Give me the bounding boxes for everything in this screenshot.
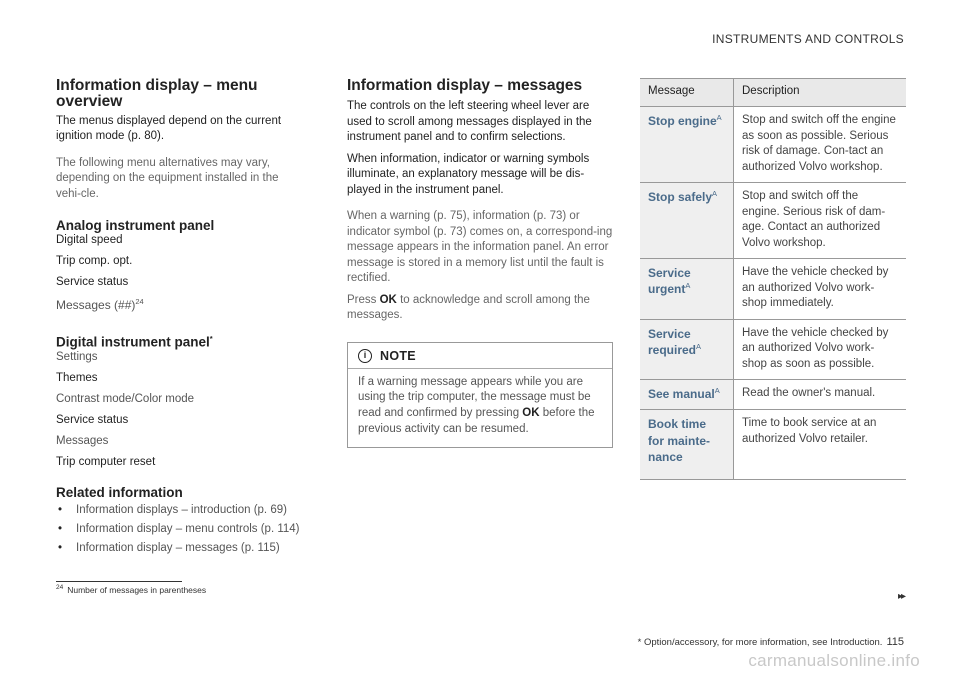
description-cell: Have the vehicle checked by an authorized Volvo work-shop as soon as possible. <box>734 319 907 380</box>
watermark: carmanualsonline.info <box>748 651 920 670</box>
table-row <box>640 107 906 183</box>
footnote <box>56 584 206 595</box>
menu-item: Contrast mode/Color mode <box>56 392 195 405</box>
ok-key-label: OK <box>379 293 397 306</box>
related-link[interactable] <box>56 542 302 554</box>
related-link-text: Information displays – introduction (p. 69) <box>76 503 287 516</box>
message-text: Service required <box>648 326 697 357</box>
related-list <box>56 504 302 554</box>
message-cell <box>640 319 734 380</box>
menu-note: The following menu alternatives may vary, depending on the equipment installed in the vehi-cle. <box>56 156 279 200</box>
column-header-description: Description <box>734 79 907 107</box>
bullet-icon: • <box>58 503 63 516</box>
menu-item: Service status <box>56 413 129 426</box>
analog-heading: Analog instrument panel <box>56 218 215 234</box>
superscript: A <box>685 281 691 291</box>
messages-label: Messages (##) <box>56 298 136 313</box>
footnote-divider <box>56 581 182 582</box>
next-page-arrows-icon: ▸▸ <box>897 591 904 602</box>
related-link[interactable] <box>56 523 302 535</box>
para-text: to acknowledge and scroll among the messages. <box>347 293 590 322</box>
footer-text: * Option/accessory, for more information, see Introduction. <box>637 637 883 648</box>
messages-para-2: When information, indicator or warning symbols illuminate, an explanatory message will be dis-played in the instrument panel. <box>347 152 590 196</box>
message-text: Service urgent <box>648 266 691 297</box>
messages-para-3: When a warning (p. 75), information (p. 73) or indicator symbol (p. 73) comes on, a correspond-ing message appears in the information panel. An error message is stored in a memory list until the fault is rectified. <box>347 210 613 285</box>
footnote-text: Number of messages in parentheses <box>67 584 207 595</box>
analog-menu-list <box>56 234 302 312</box>
right-column <box>640 78 906 480</box>
description-cell: Stop and switch off the engine as soon as possible. Serious risk of damage. Con-tact an authorized Volvo workshop. <box>734 107 907 183</box>
note-box <box>347 342 613 448</box>
note-body <box>348 369 612 447</box>
bullet-icon: • <box>58 522 63 535</box>
message-text: Stop safely <box>648 190 713 205</box>
note-text: If a warning message appears while you are using the trip computer, the message must be read and confirmed by pressing <box>358 375 591 419</box>
column-header-message: Message <box>640 79 734 107</box>
message-cell <box>640 380 734 410</box>
option-asterisk: * <box>209 334 213 344</box>
digital-heading <box>56 334 302 350</box>
middle-column <box>347 78 613 448</box>
running-header: INSTRUMENTS AND CONTROLS <box>712 32 904 46</box>
footnote-ref: 24 <box>135 297 144 307</box>
message-cell <box>640 259 734 320</box>
menu-item: Themes <box>56 371 98 384</box>
message-text: Stop engine <box>648 114 717 128</box>
related-link-text: Information display – menu controls (p. 114) <box>76 522 300 535</box>
related-heading: Related information <box>56 484 183 500</box>
left-column <box>56 78 302 561</box>
messages-para-1: The controls on the left steering wheel lever are used to scroll among messages displayed in the instrument panel and to confirm selections. <box>347 100 592 144</box>
table-header-row <box>640 79 906 107</box>
table-row <box>640 410 906 480</box>
menu-item: Settings <box>56 350 98 363</box>
message-cell <box>640 183 734 259</box>
message-cell <box>640 410 734 480</box>
superscript: A <box>716 113 722 122</box>
note-text: before the previous activity can be resumed. <box>358 407 595 435</box>
note-title: NOTE <box>380 348 416 363</box>
para-text: Press <box>347 293 377 306</box>
heading-line-1: Information display – menu <box>56 77 258 94</box>
footnote-number: 24 <box>56 584 64 591</box>
message-text: Book time for mainte-nance <box>648 417 711 464</box>
table-row <box>640 183 906 259</box>
description-cell: Time to book service at an authorized Volvo retailer. <box>734 410 907 480</box>
menu-item: Service status <box>56 276 129 289</box>
menu-item: Digital speed <box>56 234 123 247</box>
digital-menu-list <box>56 351 302 468</box>
page-number: 115 <box>886 636 904 648</box>
description-cell: Have the vehicle checked by an authorized Volvo work-shop immediately. <box>734 259 907 320</box>
ok-key-label: OK <box>522 407 540 419</box>
digital-heading-text: Digital instrument panel <box>56 334 210 350</box>
bullet-icon: • <box>58 541 63 554</box>
menu-item <box>56 297 302 312</box>
menu-item: Trip computer reset <box>56 455 156 468</box>
table-row <box>640 380 906 410</box>
info-icon: i <box>358 349 372 363</box>
table-row <box>640 319 906 380</box>
note-header <box>348 343 612 369</box>
description-cell: Stop and switch off the engine. Serious risk of dam-age. Contact an authorized Volvo workshop. <box>734 183 907 259</box>
related-link[interactable] <box>56 504 302 516</box>
messages-table <box>640 78 906 480</box>
message-text: See manual <box>648 387 715 402</box>
heading-line-2: overview <box>56 93 123 111</box>
menu-item: Messages <box>56 434 109 447</box>
messages-para-4 <box>347 293 613 324</box>
messages-heading: Information display – messages <box>347 77 583 94</box>
menu-item: Trip comp. opt. <box>56 255 133 268</box>
superscript: A <box>714 386 720 396</box>
related-link-text: Information display – messages (p. 115) <box>76 541 280 554</box>
page-footer <box>638 636 904 648</box>
menu-overview-heading <box>56 78 302 111</box>
description-cell: Read the owner's manual. <box>734 380 907 410</box>
message-cell <box>640 107 734 183</box>
superscript: A <box>712 189 718 199</box>
menu-intro: The menus displayed depend on the current ignition mode (p. 80). <box>56 114 282 143</box>
superscript: A <box>696 341 702 351</box>
table-row <box>640 259 906 320</box>
